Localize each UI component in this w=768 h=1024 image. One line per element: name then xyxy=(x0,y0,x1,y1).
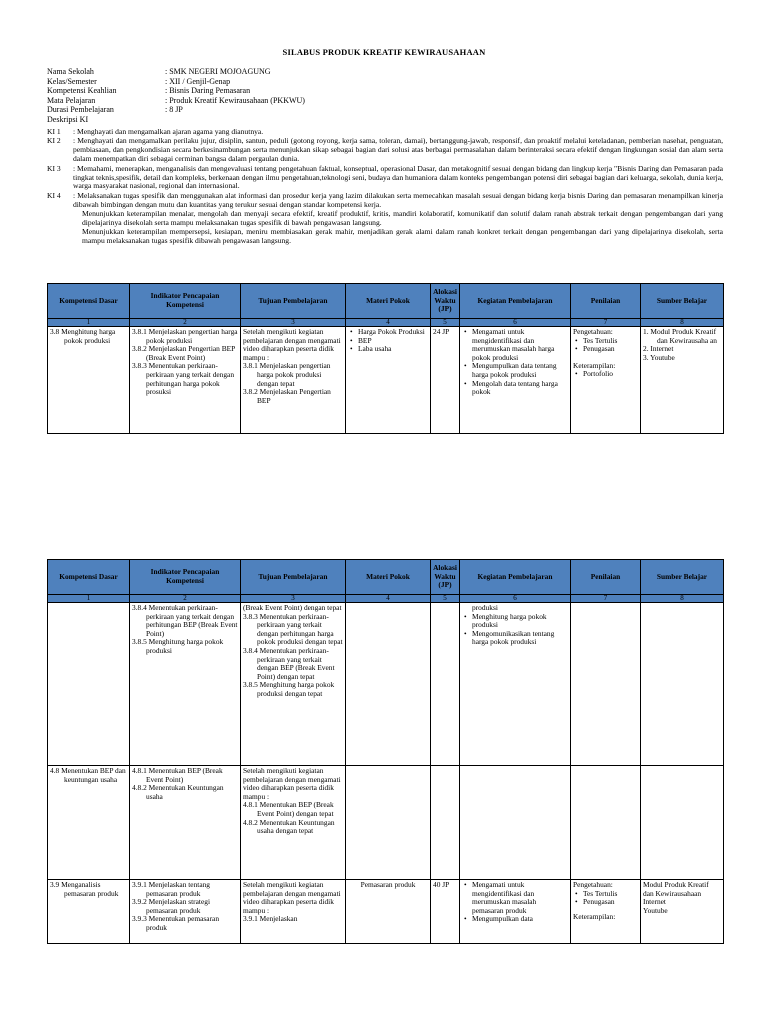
ki-code: KI 3 xyxy=(47,163,61,173)
info-row xyxy=(47,105,305,115)
kegiatan-cell xyxy=(460,766,571,880)
col-number: 1 xyxy=(48,595,130,603)
tujuan-item: 3.8.5 Menghitung harga pokok produksi dengan tepat xyxy=(243,680,335,698)
penilaian-label: Pengetahuan: xyxy=(573,327,613,336)
header-kegiatan: Kegiatan Pembelajaran xyxy=(460,284,571,319)
tujuan-intro: Setelah mengikuti kegiatan pembelajaran dengan mengamati video diharapkan peserta didik mampu : xyxy=(243,766,341,801)
penilaian-cell xyxy=(571,880,641,944)
info-row xyxy=(47,67,305,77)
alokasi-cell: 40 JP xyxy=(431,880,460,944)
sumber-item: 1. Modul Produk Kreatif dan Kewirausaha an xyxy=(643,327,717,345)
ipk-item: 3.8.3 Menentukan perkiraan-perkiraan yang terkait dengan perhitungan harga pokok prosuksi xyxy=(132,361,235,397)
kegiatan-cell xyxy=(460,327,571,434)
col-number: 4 xyxy=(346,595,431,603)
sumber-item: Modul Produk Kreatif dan Kewirausahaan xyxy=(643,880,709,898)
penilaian-label: Keterampilan: xyxy=(573,360,616,370)
tujuan-cell xyxy=(241,766,346,880)
alokasi-cell xyxy=(431,603,460,766)
ki-row xyxy=(47,137,723,164)
header-kegiatan: Kegiatan Pembelajaran xyxy=(460,560,571,595)
kegiatan-item: • Mengolah data tentang harga pokok xyxy=(472,380,568,397)
penilaian-item: • Tes Tertulis xyxy=(583,337,638,346)
ki-code: KI 1 xyxy=(47,127,61,136)
info-label: Kelas/Semester xyxy=(47,76,97,86)
penilaian-cell xyxy=(571,766,641,880)
penilaian-item: • Portofolio xyxy=(583,370,638,379)
col-number: 7 xyxy=(571,319,641,327)
info-row xyxy=(47,86,305,96)
penilaian-cell xyxy=(571,327,641,434)
header-indikator: Indikator Pencapaian Kompetensi xyxy=(130,284,241,319)
sumber-cell xyxy=(641,327,724,434)
info-row xyxy=(47,96,305,106)
tujuan-cell xyxy=(241,603,346,766)
info-label: Kompetensi Keahlian xyxy=(47,86,117,96)
info-row xyxy=(47,77,305,87)
col-number: 6 xyxy=(460,595,571,603)
ipk-cell xyxy=(130,603,241,766)
materi-item: • BEP xyxy=(358,337,428,346)
info-label: Nama Sekolah xyxy=(47,67,94,76)
ipk-item: 4.8.2 Menentukan Keuntungan usaha xyxy=(132,783,224,801)
penilaian-item: • Penugasan xyxy=(583,345,638,354)
col-number: 8 xyxy=(641,319,724,327)
sumber-item: 2. Internet xyxy=(643,344,674,354)
kegiatan-continued: produksi xyxy=(472,603,498,612)
table-row xyxy=(48,327,724,434)
kd-text: 4.8 Menentukan BEP dan keuntungan usaha xyxy=(50,766,126,784)
tujuan-item: 3.8.2 Menjelaskan Pengertian BEP xyxy=(243,387,331,405)
kegiatan-item: • Menghitung harga pokok produksi xyxy=(472,613,568,630)
header-alokasi: Alokasi Waktu (JP) xyxy=(431,560,460,595)
sumber-cell xyxy=(641,603,724,766)
sumber-item: Internet xyxy=(643,897,666,907)
info-value: : XII / Genjil-Genap xyxy=(165,76,231,86)
alokasi-cell: 24 JP xyxy=(431,327,460,434)
ki-code: KI 2 xyxy=(47,136,61,146)
col-number: 4 xyxy=(346,319,431,327)
col-number: 2 xyxy=(130,319,241,327)
ki4-extra-2: Menunjukkan keterampilan mempersepsi, kesiapan, meniru membiasakan gerak mahir, menjadikan gerak alami dalam ranah konkret terkait dengan pengembangan dari yang dipelajarinya disekolah, serta mampu melaksanakan tugas spesifik dibawah pengawasan langsung. xyxy=(82,226,723,245)
materi-cell xyxy=(346,766,431,880)
table-row xyxy=(48,603,724,766)
kd-text: 3.8 Menghitung harga pokok produksi xyxy=(50,327,116,345)
kegiatan-item: • Mengumpulkan data tentang harga pokok produksi xyxy=(472,362,568,379)
ipk-item: 3.8.4 Menentukan perkiraan-perkiraan yang terkait dengan perhitungan BEP (Break Event Point) xyxy=(132,603,238,638)
col-number: 2 xyxy=(130,595,241,603)
col-number: 5 xyxy=(431,595,460,603)
kegiatan-item: • Mengumpulkan data xyxy=(472,915,568,924)
penilaian-label: Keterampilan: xyxy=(573,911,616,921)
header-sumber: Sumber Belajar xyxy=(641,560,724,595)
ipk-item: 3.9.2 Menjelaskan strategi pemasaran produk xyxy=(132,897,210,915)
ipk-item: 3.9.1 Menjelaskan tentang pemasaran produk xyxy=(132,880,210,898)
ki-text: : Memahami, menerapkan, menganalisis dan mengevaluasi tentang pengetahuan faktual, konseptual, operasional Dasar, dan metakognitif sesuai dengan bidang dan lingkup kerja "Bisnis Daring dan Pemasaran pada tingkat teknis,spesifik, detail dan kompleks, berkenaan dengan ilmu pengetahuan,teknologi seni, budaya dan humaniora dalam konteks pengembangan potensi diri sebagai bagian dari keluarga, sekolah, dunia kerja, warga masyarakat nasional, regional dan internasional. xyxy=(73,163,723,191)
kd-cell xyxy=(48,766,130,880)
header-alokasi: Alokasi Waktu (JP) xyxy=(431,284,460,319)
kd-cell xyxy=(48,603,130,766)
penilaian-label: Pengetahuan: xyxy=(573,880,613,889)
header-kompetensi-dasar: Kompetensi Dasar xyxy=(48,284,130,319)
tujuan-cell xyxy=(241,880,346,944)
tujuan-item: (Break Event Point) dengan tepat xyxy=(243,603,342,612)
syllabus-table-2 xyxy=(47,559,724,944)
alokasi-cell xyxy=(431,766,460,880)
kd-text: 3.9 Menganalisis pemasaran produk xyxy=(50,880,119,898)
header-tujuan: Tujuan Pembelajaran xyxy=(241,284,346,319)
tujuan-item: 3.8.1 Menjelaskan pengertian harga pokok produksi dengan tepat xyxy=(243,361,331,388)
ipk-cell xyxy=(130,327,241,434)
header-penilaian: Penilaian xyxy=(571,284,641,319)
tujuan-intro: Setelah mengikuti kegiatan pembelajaran dengan mengamati video diharapkan peserta didik mampu : xyxy=(243,327,341,362)
col-number: 8 xyxy=(641,595,724,603)
materi-item: • Harga Pokok Produksi xyxy=(358,328,428,337)
ipk-item: 3.8.1 Menjelaskan pengertian harga pokok produksi xyxy=(132,327,238,345)
ki-row xyxy=(47,165,723,192)
col-number: 1 xyxy=(48,319,130,327)
kegiatan-item: • Mengamati untuk mengidentifikasi dan merumuskan masalah pemasaran produk xyxy=(472,881,568,915)
info-label: Deskripsi KI xyxy=(47,114,89,124)
materi-cell xyxy=(346,880,431,944)
tujuan-item: 3.9.1 Menjelaskan xyxy=(243,914,298,924)
ipk-item: 4.8.1 Menentukan BEP (Break Event Point) xyxy=(132,766,223,784)
penilaian-item: • Tes Tertulis xyxy=(583,890,638,899)
col-number: 5 xyxy=(431,319,460,327)
document-title: SILABUS PRODUK KREATIF KEWIRAUSAHAAN xyxy=(282,47,486,57)
header-materi: Materi Pokok xyxy=(346,284,431,319)
ki-text: : Menghayati dan mengamalkan ajaran agama yang dianutnya. xyxy=(73,127,264,136)
info-label: Durasi Pembelajaran xyxy=(47,105,114,115)
tujuan-item: 4.8.2 Menentukan Keuntungan usaha dengan tepat xyxy=(243,817,335,836)
sumber-item: 3. Youtube xyxy=(643,352,675,362)
materi-text: Pemasaran produk xyxy=(360,880,416,889)
info-value: : 8 JP xyxy=(165,105,183,115)
col-number: 7 xyxy=(571,595,641,603)
ipk-cell xyxy=(130,766,241,880)
penilaian-cell xyxy=(571,603,641,766)
kegiatan-cell xyxy=(460,603,571,766)
tujuan-intro: Setelah mengikuti kegiatan pembelajaran dengan mengamati video diharapkan peserta didik mampu : xyxy=(243,880,341,915)
sumber-item: Youtube xyxy=(643,905,668,915)
header-kompetensi-dasar: Kompetensi Dasar xyxy=(48,560,130,595)
kegiatan-item: • Mengamati untuk mengidentifikasi dan merumuskan masalah harga pokok produksi xyxy=(472,328,568,362)
header-tujuan: Tujuan Pembelajaran xyxy=(241,560,346,595)
header-sumber: Sumber Belajar xyxy=(641,284,724,319)
tujuan-item: 4.8.1 Menentukan BEP (Break Event Point) dengan tepat xyxy=(243,800,334,818)
tujuan-item: 3.8.3 Menentukan perkiraan-perkiraan yang terkait dengan perhitungan harga pokok produksi dengan tepat xyxy=(243,611,343,647)
materi-item: • Laba usaha xyxy=(358,345,428,354)
sumber-cell xyxy=(641,766,724,880)
tujuan-cell xyxy=(241,327,346,434)
kegiatan-item: • Mengomunikasikan tentang harga pokok produksi xyxy=(472,630,568,647)
header-penilaian: Penilaian xyxy=(571,560,641,595)
ipk-item: 3.8.5 Menghitung harga pokok produksi xyxy=(132,637,224,655)
col-number: 3 xyxy=(241,595,346,603)
kegiatan-cell xyxy=(460,880,571,944)
kd-cell xyxy=(48,327,130,434)
materi-cell xyxy=(346,603,431,766)
sumber-cell xyxy=(641,880,724,944)
materi-cell xyxy=(346,327,431,434)
info-value: : SMK NEGERI MOJOAGUNG xyxy=(165,67,271,76)
ipk-item: 3.8.2 Menjelaskan Pengertian BEP (Break Event Point) xyxy=(132,344,235,362)
header-indikator: Indikator Pencapaian Kompetensi xyxy=(130,560,241,595)
ki4-extra-1: Menunjukkan keterampilan menalar, mengolah dan menyaji secara efektif, kreatif produktif, kritis, mandiri kolaboratif, komunikatif dan solutif dalam ranah abstrak terkait dengan pengembangan dari yang dipelajarinya disekolah serta mampu melaksanakan tugas spesifik di bawah pengawasan langsung. xyxy=(82,209,723,228)
ki-code: KI 4 xyxy=(47,190,61,200)
col-number: 6 xyxy=(460,319,571,327)
ipk-item: 3.9.3 Menentukan pemasaran produk xyxy=(132,914,220,932)
table-row xyxy=(48,766,724,880)
ki-text: : Menghayati dan mengamalkan perilaku jujur, disiplin, santun, peduli (gotong royong, kerja sama, toleran, damai), bertanggung-jawab, responsif, dan proaktif melalui keteladanan, pemberian nasehat, penguatan, pembiasaan, dan pengkondisian secara berkesinambungan serta menunjukkan sikap sebagai bagian dari solusi atas berbagai permasalahan dalam berinteraksi secara efektif dengan lingkungan sosial dan alam serta dalam menempatkan diri sebagai cerminan bangsa dalam pergaulan dunia. xyxy=(73,136,723,164)
kd-cell xyxy=(48,880,130,944)
ki-description xyxy=(47,128,723,246)
tujuan-item: 3.8.4 Menentukan perkiraan-perkiraan yang terkait dengan BEP (Break Event Point) dengan tepat xyxy=(243,645,335,681)
ipk-cell xyxy=(130,880,241,944)
info-row xyxy=(47,115,305,125)
penilaian-item: • Penugasan xyxy=(583,898,638,907)
ki-text: : Melaksanakan tugas spesifik dan menggunakan alat informasi dan prosedur kerja yang lazim dilakukan serta memecahkan masalah sesuai dengan bidang kerja bisnis Daring dan pemasaran menampilkan kinerja dibawah bimbingan dengan mutu dan kuantitas yang terukur sesuai dengan standar kompetensi kerja. xyxy=(73,190,723,209)
info-label: Mata Pelajaran xyxy=(47,95,96,105)
col-number: 3 xyxy=(241,319,346,327)
school-info xyxy=(47,67,305,125)
syllabus-table-1 xyxy=(47,283,724,434)
info-value: : Bisnis Daring Pemasaran xyxy=(165,86,251,96)
info-value: : Produk Kreatif Kewirausahaan (PKKWU) xyxy=(165,95,305,105)
ki-row xyxy=(47,192,723,210)
table-row xyxy=(48,880,724,944)
header-materi: Materi Pokok xyxy=(346,560,431,595)
